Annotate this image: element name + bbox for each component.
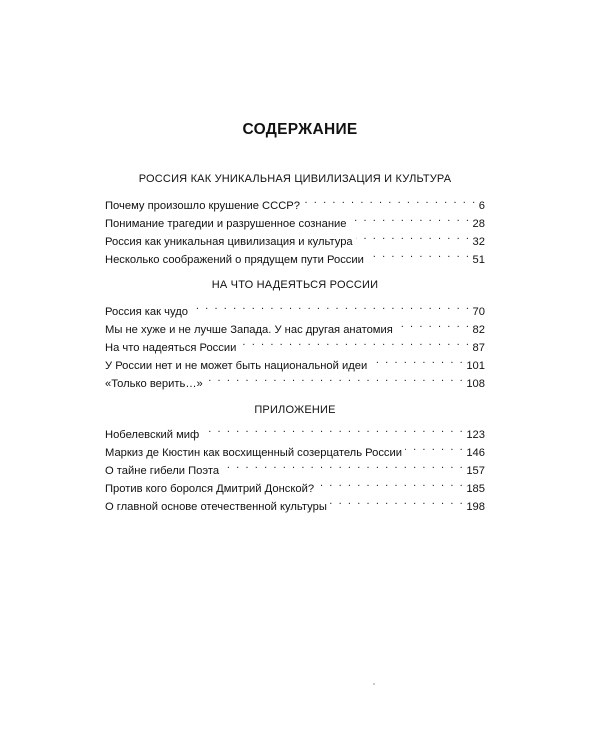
toc-entry-page: 6 — [478, 200, 485, 212]
toc-entry-page: 146 — [466, 447, 485, 459]
toc-entry-page: 108 — [466, 378, 485, 390]
toc-entry-title: На что надеяться России — [105, 342, 237, 354]
toc-entry-page: 51 — [472, 254, 485, 266]
dot-leader — [405, 438, 464, 456]
toc-entry-title: Понимание трагедии и разрушенное сознание — [105, 218, 347, 230]
toc-entry-title: О тайне гибели Поэта — [105, 465, 220, 477]
toc-entry — [105, 315, 485, 336]
dot-leader — [317, 474, 464, 492]
toc-entry-title: Против кого боролся Дмитрий Донской? — [105, 483, 315, 495]
toc-entry-page: 101 — [466, 360, 485, 372]
toc-entry — [105, 420, 485, 441]
dot-leader — [239, 333, 470, 351]
toc-entry-title: Несколько соображений о прядущем пути России — [105, 254, 364, 266]
toc-entry-title: Почему произошло крушение СССР? — [105, 200, 300, 212]
toc-entry-title: О главной основе отечественной культуры — [105, 501, 327, 513]
toc-entry — [105, 333, 485, 354]
section-heading-1: РОССИЯ КАК УНИКАЛЬНАЯ ЦИВИЛИЗАЦИЯ И КУЛЬТУРА — [138, 173, 452, 185]
toc-entry-page: 32 — [472, 236, 485, 248]
toc-entry-title: Россия как уникальная цивилизация и культура — [105, 236, 353, 248]
toc-entry — [105, 474, 485, 495]
scan-speck — [373, 683, 375, 685]
page-title: СОДЕРЖАНИЕ — [242, 121, 358, 138]
toc-entry-title: Мы не хуже и не лучше Запада. У нас другая анатомия — [105, 324, 393, 336]
toc-entry-page: 82 — [472, 324, 485, 336]
dot-leader — [303, 191, 477, 209]
toc-entry — [105, 492, 485, 513]
dot-leader — [370, 351, 464, 369]
toc-entry-page: 28 — [472, 218, 485, 230]
dot-leader — [356, 227, 471, 245]
toc-entry — [105, 209, 485, 230]
toc-entry-page: 87 — [472, 342, 485, 354]
dot-leader — [330, 492, 464, 510]
dot-leader — [202, 420, 464, 438]
toc-entry — [105, 191, 485, 212]
toc-entry-page: 185 — [466, 483, 485, 495]
toc-entry — [105, 297, 485, 318]
dot-leader — [396, 315, 471, 333]
toc-entry-title: Россия как чудо — [105, 306, 188, 318]
toc-entry — [105, 227, 485, 248]
toc-entry — [105, 245, 485, 266]
toc-entry-page: 123 — [466, 429, 485, 441]
dot-leader — [367, 245, 471, 263]
toc-entry-page: 198 — [466, 501, 485, 513]
toc-entry — [105, 438, 485, 459]
dot-leader — [222, 456, 464, 474]
toc-entry-title: Нобелевский миф — [105, 429, 200, 441]
toc-entry — [105, 351, 485, 372]
toc-entry-title: «Только верить…» — [105, 378, 203, 390]
toc-entry-page: 157 — [466, 465, 485, 477]
section-heading-3: ПРИЛОЖЕНИЕ — [254, 404, 336, 416]
toc-entry — [105, 456, 485, 477]
toc-entry-title: Маркиз де Кюстин как восхищенный созерцатель России — [105, 447, 403, 459]
dot-leader — [206, 369, 465, 387]
section-heading-2: НА ЧТО НАДЕЯТЬСЯ РОССИИ — [211, 279, 379, 291]
dot-leader — [349, 209, 470, 227]
toc-entry — [105, 369, 485, 390]
toc-entry-page: 70 — [472, 306, 485, 318]
toc-entry-title: У России нет и не может быть национальной идеи — [105, 360, 368, 372]
dot-leader — [191, 297, 471, 315]
